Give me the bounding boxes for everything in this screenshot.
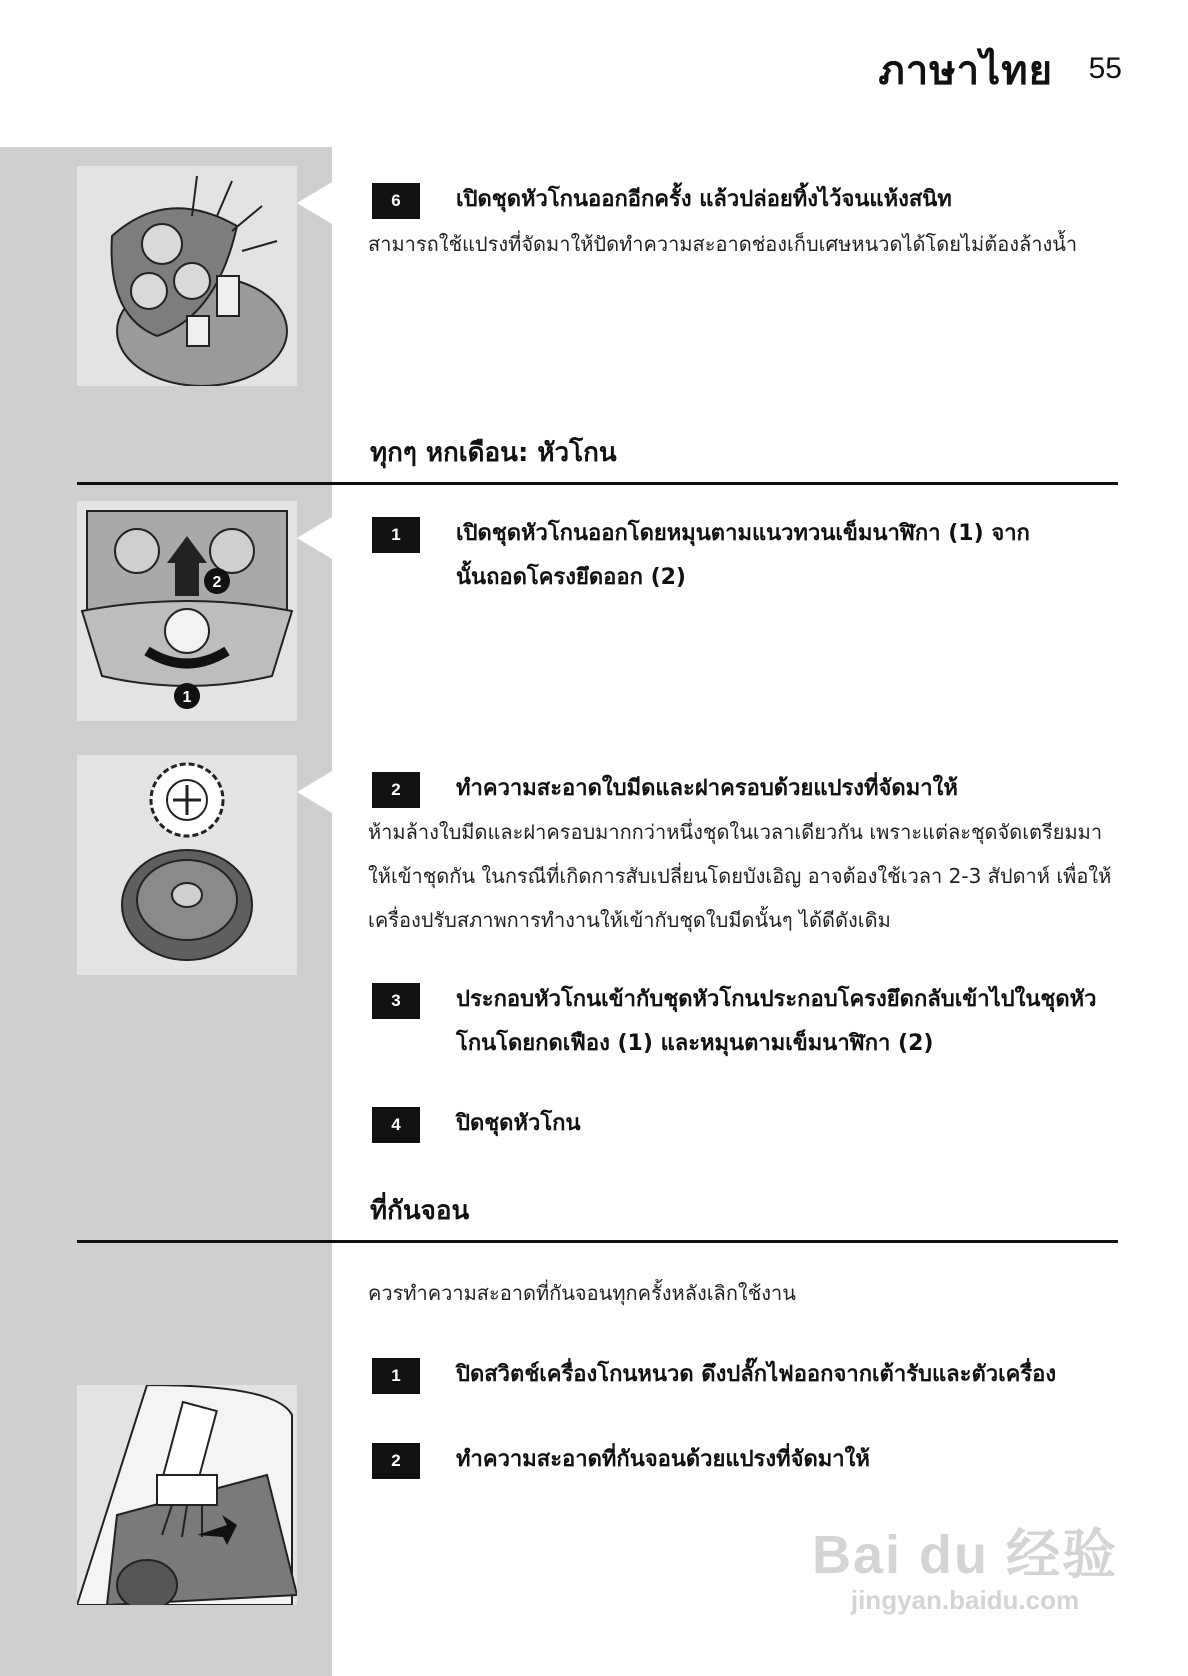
- step-number-badge: 2: [372, 1443, 420, 1479]
- step-number-badge: 1: [372, 1358, 420, 1394]
- step-number-badge: 2: [372, 772, 420, 808]
- page-number: 55: [1088, 52, 1122, 85]
- step-number-badge: 1: [372, 517, 420, 553]
- trimmer-step-1-instruction: ปิดสวิตช์เครื่องโกนหนวด ดึงปลั๊กไฟออกจากเต้ารับและตัวเครื่อง: [456, 1362, 1057, 1387]
- callout-1: 1: [182, 689, 192, 706]
- illustration-clean-trimmer: [77, 1385, 297, 1605]
- callout-2: 2: [212, 574, 222, 591]
- panel-pointer: [297, 517, 332, 559]
- illustration-cutter-and-guard: [77, 755, 297, 975]
- watermark-logo: Bai du 经验: [811, 1525, 1118, 1585]
- step-number-badge: 3: [372, 983, 420, 1019]
- baidu-watermark: [812, 1512, 1118, 1616]
- heads-step-1-instruction: เปิดชุดหัวโกนออกโดยหมุนตามแนวทวนเข็มนาฬิกา (1) จากนั้นถอดโครงยึดออก (2): [456, 521, 1030, 590]
- page-language-title: ภาษาไทย: [878, 47, 1053, 94]
- illustration-remove-frame: [77, 501, 297, 721]
- trimmer-intro: ควรทำความสะอาดที่กันจอนทุกครั้งหลังเลิกใช้งาน: [368, 1281, 796, 1305]
- heads-step-3-instruction: ประกอบหัวโกนเข้ากับชุดหัวโกนประกอบโครงยึดกลับเข้าไปในชุดหัวโกนโดยกดเฟือง (1) และหมุนตามเข็มนาฬิกา (2): [456, 987, 1097, 1056]
- step-number-badge: 6: [372, 183, 420, 219]
- section-divider: [77, 482, 1118, 485]
- panel-pointer: [297, 182, 332, 224]
- step-6-instruction: เปิดชุดหัวโกนออกอีกครั้ง แล้วปล่อยทิ้งไว้จนแห้งสนิท: [456, 187, 952, 212]
- illustration-open-shaver-drying: [77, 166, 297, 386]
- heads-step-2-instruction: ทำความสะอาดใบมีดและฝาครอบด้วยแปรงที่จัดมาให้: [456, 776, 958, 801]
- section-title-shaving-heads: ทุกๆ หกเดือน: หัวโกน: [370, 438, 617, 468]
- panel-pointer: [297, 771, 332, 813]
- trimmer-step-2-instruction: ทำความสะอาดที่กันจอนด้วยแปรงที่จัดมาให้: [456, 1447, 870, 1472]
- section-divider: [77, 1240, 1118, 1243]
- step-6-note: สามารถใช้แปรงที่จัดมาให้ปัดทำความสะอาดช่องเก็บเศษหนวดได้โดยไม่ต้องล้างน้ำ: [368, 232, 1078, 256]
- heads-step-2-note: ห้ามล้างใบมีดและฝาครอบมากกว่าหนึ่งชุดในเวลาเดียวกัน เพราะแต่ละชุดจัดเตรียมมาให้เข้าชุดกัน ในกรณีที่เกิดการสับเปลี่ยนโดยบังเอิญ อาจต้องใช้เวลา 2-3 สัปดาห์ เพื่อให้เครื่องปรับสภาพการทำงานให้เข้ากับชุดใบมีดนั้นๆ ได้ดีดังเดิม: [368, 820, 1112, 932]
- heads-step-4-instruction: ปิดชุดหัวโกน: [456, 1111, 581, 1136]
- watermark-url: jingyan.baidu.com: [850, 1585, 1080, 1615]
- section-title-trimmer: ที่กันจอน: [370, 1196, 470, 1226]
- step-number-badge: 4: [372, 1107, 420, 1143]
